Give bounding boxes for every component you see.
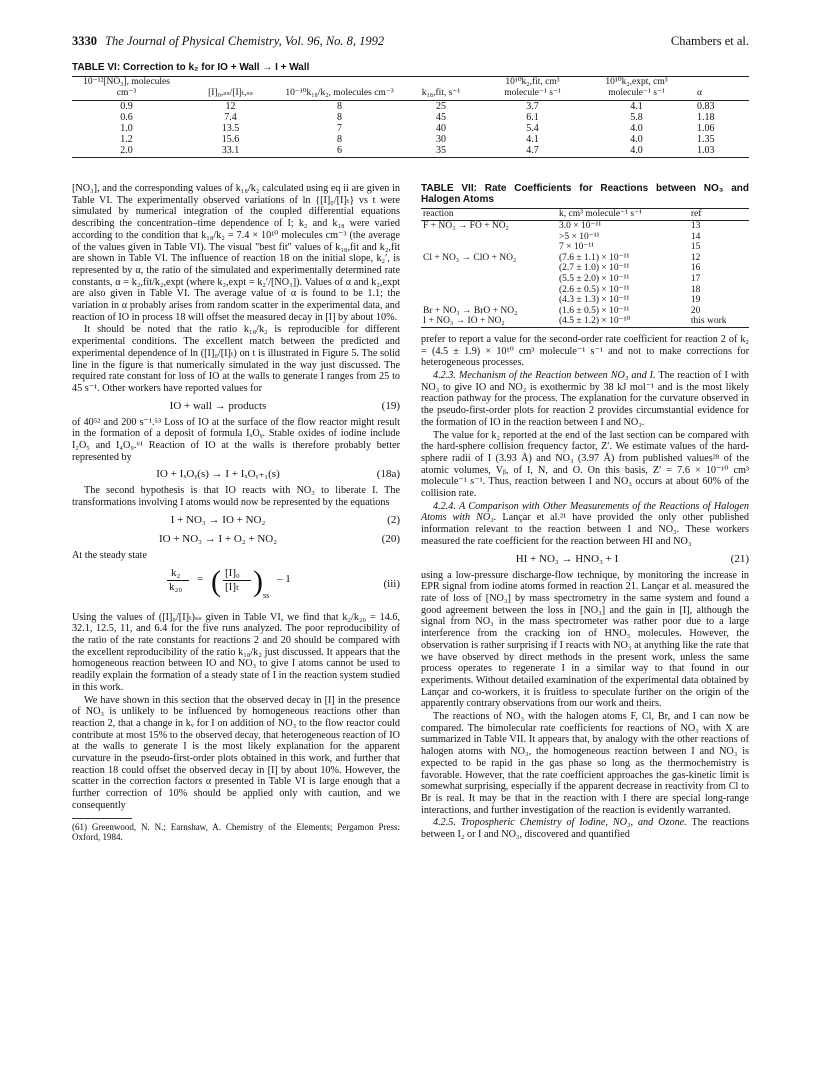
table-cell: 7.4 xyxy=(224,112,237,123)
table-cell: 1.06 xyxy=(697,123,715,134)
table-cell: >5 × 10⁻¹¹ xyxy=(559,231,600,242)
table-row xyxy=(421,232,749,243)
table-cell: 8 xyxy=(337,112,342,123)
section-text: The reactions between I₂ or I and NO₃, discovered and quantified xyxy=(421,817,749,841)
table-cell: 14 xyxy=(690,231,701,242)
table-row xyxy=(421,306,749,317)
paragraph: using a low-pressure discharge-flow technique, by monitoring the increase in EPR signal from iodine atoms formed in reaction 21. Lançar et al. measured the rate of loss of [NO₃] by mass spectrometry in the same system and found a good agreement between the loss in [NO₃] and the gain in [I], although the signal from NO₃ in the mass spectrometer was rather poor due to a large interference from the cracking ion of HNO₃ molecules. However, the observation is rather surprising if I reacts with NO₃ at anything like the rate that we have observed by direct methods in the present work, unless the same process operates to regenerate I in a similar way to that found in our experiments. Without detailed examination of the experimental data obtained by Lançar and co-workers, it is fruitless to speculate further on the origin of the apparently contrary observations from our work and theirs. xyxy=(421,569,749,710)
table-cell: 4.0 xyxy=(630,134,643,145)
table-cell: 3.7 xyxy=(526,101,539,112)
table-cell: 6 xyxy=(280,145,399,158)
table-cell: 35 xyxy=(399,145,483,158)
table-row xyxy=(421,295,749,306)
table-row xyxy=(72,145,749,158)
footnote: (61) Greenwood, N. N.; Earnshaw, A. Chemistry of the Elements; Pergamon Press: Oxford, 1984. xyxy=(72,821,400,843)
table-cell: Cl + NO₃ → ClO + NO₂ xyxy=(423,252,517,263)
equation-iii xyxy=(72,566,400,608)
paragraph: The second hypothesis is that IO reacts with NO₃ to liberate I. The transformations involving I atoms would now be represented by the equations xyxy=(72,485,400,509)
table-row xyxy=(72,101,749,113)
table6-col-header: 10¹⁰k₂,expt, cm³ molecule⁻¹ s⁻¹ xyxy=(582,77,691,101)
table6-col-header: 10¹⁰k₂,fit, cm³ molecule⁻¹ s⁻¹ xyxy=(483,77,582,101)
table-cell: 12 xyxy=(690,252,701,263)
table-cell: 7 × 10⁻¹¹ xyxy=(559,242,595,253)
equals-sign: = xyxy=(197,572,204,585)
table-cell: F + NO₃ → FO + NO₂ xyxy=(423,221,509,231)
table-cell: (1.6 ± 0.5) × 10⁻¹¹ xyxy=(559,305,630,316)
lhs-denominator: k₂₀ xyxy=(169,580,183,593)
table-row xyxy=(421,316,749,327)
footnote-rule xyxy=(72,818,132,819)
table-row xyxy=(421,285,749,296)
page-number: 3330 xyxy=(72,34,97,48)
table-cell xyxy=(421,285,557,296)
equation-number: (20) xyxy=(381,532,400,545)
table-cell: 40 xyxy=(436,123,446,134)
section-title: 4.2.3. Mechanism of the Reaction between NO₃ and I. xyxy=(433,370,656,382)
table-cell: 13.5 xyxy=(221,123,240,134)
table-cell: 33.1 xyxy=(181,145,280,158)
table-cell: I + NO₃ → IO + NO₂ xyxy=(421,316,557,327)
equation-21 xyxy=(421,551,749,567)
table7-header-row xyxy=(421,209,749,221)
table-cell: (2.6 ± 0.5) × 10⁻¹¹ xyxy=(559,284,630,295)
table-row xyxy=(72,134,749,145)
table-cell: 15 xyxy=(690,242,701,253)
table-cell: 18 xyxy=(690,284,701,295)
table6 xyxy=(72,76,749,158)
table-cell: 1.18 xyxy=(697,112,715,123)
paragraph: The reactions of NO₃ with the halogen atoms F, Cl, Br, and I can now be compared. The bimolecular rate coefficients for reactions of NO₃ with X are summarized in Table VII. It appears that, by analogy with the other reactions of halogen atoms with NO₃, the homogeneous reaction between I and NO₃ is expected to be rapid in the gas phase so long as the thermochemistry is favorable. However, that the rate coefficient approaches the gas-kinetic limit is somewhat surprising, especially if the apparent decrease in reactivity from Cl to Br is real. It may be that in the reaction with I there are special long-range interactions, and further investigation of the reaction is evidently warranted. xyxy=(421,711,749,816)
section-text: The reaction of I with NO₃ to give IO and NO₂ is exothermic by 38 kJ mol⁻¹ and is the most likely reaction pathway for the process. The explanation for the curvature observed in the pseudo-first-order plots for reaction 2 provides circumstantial evidence for the formation of IO in the reaction between I and NO₃. xyxy=(421,370,749,428)
table-cell: 0.6 xyxy=(120,112,133,123)
table-cell: 25 xyxy=(436,101,446,112)
table-cell: 15.6 xyxy=(221,134,240,145)
table-cell xyxy=(421,242,557,253)
table-cell: 16 xyxy=(690,263,701,274)
table-cell xyxy=(421,232,557,243)
table-row xyxy=(72,112,749,123)
table7-col-header: k, cm³ molecule⁻¹ s⁻¹ xyxy=(557,209,689,221)
equation-number: (iii) xyxy=(383,577,400,590)
table-cell: 5.8 xyxy=(630,112,643,123)
table7-caption: TABLE VII: Rate Coefficients for Reactions between NO₃ and Halogen Atoms xyxy=(421,183,749,205)
table6-header-row xyxy=(72,77,749,101)
rhs-denominator: [I]ₜ xyxy=(225,580,239,593)
table-cell: 2.0 xyxy=(72,145,181,158)
table-cell: 1.0 xyxy=(120,123,133,134)
section-title: 4.2.5. Tropospheric Chemistry of Iodine, NO₃, and Ozone. xyxy=(433,817,687,829)
table-row xyxy=(421,253,749,264)
table-cell: 4.0 xyxy=(582,145,691,158)
journal-citation: The Journal of Physical Chemistry, Vol. 96, No. 8, 1992 xyxy=(105,34,385,48)
open-paren: ( xyxy=(211,564,221,598)
table-cell: 4.0 xyxy=(630,123,643,134)
table-cell xyxy=(421,274,557,285)
equation-18a xyxy=(72,466,400,482)
table-cell: 6.1 xyxy=(526,112,539,123)
table-row xyxy=(421,263,749,274)
paragraph: We have shown in this section that the observed decay in [I] in the presence of NO₃ is unlikely to be influenced by homogeneous reactions other than reaction 2, that a change in kᵥ for I on addition of NO₃ to the flow reactor could contribute at most 15% to the observed decay, that heterogeneous reaction of IO at the walls to generate I is the most likely explanation for the apparent curvature in the pseudo-first-order plots obtained in this work, and further that reaction 18 could offset the observed decay in [I] by about 10%. However, the scatter in the correction factors α presented in Table VI is large enough that a further correction of 10% should be applied only with caution, and we consequently xyxy=(72,694,400,811)
table-cell: (4.5 ± 1.2) × 10⁻¹⁰ xyxy=(557,316,689,327)
table6-col-header: 10⁻¹²[NO₃], molecules cm⁻³ xyxy=(72,77,181,101)
table6-col-header: 10⁻¹⁰k₁₈/k₂, molecules cm⁻³ xyxy=(280,77,399,101)
table-cell: 4.1 xyxy=(630,101,643,112)
equation-body: IO + wall → products xyxy=(169,399,267,412)
equation-body: HI + NO₃ → HNO₃ + I xyxy=(515,552,619,565)
table-cell: (4.3 ± 1.3) × 10⁻¹¹ xyxy=(559,295,630,306)
paragraph: prefer to report a value for the second-order rate coefficient for reaction 2 of k₂ = (4.5 ± 1.9) × 10¹⁰ cm³ molecule⁻¹ s⁻¹ and not to make corrections for heterogeneous processes. xyxy=(421,333,749,369)
table-cell: 1.2 xyxy=(120,134,133,145)
table-cell: 1.03 xyxy=(691,145,749,158)
section-4-2-5 xyxy=(421,817,749,840)
subscript: ss xyxy=(263,590,270,600)
table-cell: 7 xyxy=(337,123,342,134)
rhs-numerator: [I]₀ xyxy=(225,566,240,579)
table-cell: (5.5 ± 2.0) × 10⁻¹¹ xyxy=(559,273,630,284)
paragraph: It should be noted that the ratio k₁₈/k₂ is reproducible for different experimental conditions. The excellent match between the predicted and experimental dependence of ln ([I]₀/[I]ₜ) on t is illustrated in Figure 5. The solid line in the figure is that numerically simulated in the way just discussed. The required rate constant for loss of IO at the walls to generate I ranges from 25 to 45 s⁻¹. Other workers have reported values for xyxy=(72,324,400,394)
table7-col-header: reaction xyxy=(421,209,557,221)
paragraph: The value for k₂ reported at the end of the last section can be compared with the hard-sphere collision frequency factor, Z′. We estimate values of the hard-sphere radii of I (3.93 Å) and NO₃ (3.97 Å) from published values²⁸ of the atomic volumes, Vᵦ, of I, N, and O. On this basis, Z′ = 7.6 × 10⁻¹⁰ cm³ molecule⁻¹ s⁻¹. Thus, reaction between I and NO₃ occurs at about 60% of the collision rate. xyxy=(421,429,749,500)
paragraph: [NO₃], and the corresponding values of k₁₈/k₂ calculated using eq ii are given in Table VI. The experimentally observed variations of ln {[I]₀/[I]ₜ} vs t were simulated by numerical integration of the coupled differential equations describing the concentration–time dependence of I; k₂ and k₁₈ were varied according to the condition that k₁₈/k₂ = 7.4 × 10¹⁰ molecules cm⁻³ (the average of the values given in Table VI). The visual "best fit" values of k₁₈,fit and k₂,fit are shown in Table VI. The influence of reaction 18 on the initial slope, k₂′, is represented by α, the ratio of the simulated and experimentally determined rate constants, α = k₂,fit/k₂,expt (where k₂,expt = k₂′/[NO₃]). Values of α and k₂,expt are also given in Table VI. The average value of α is found to be 1.1; the variation in α probably arises from random scatter in the experimental data, and reaction of IO in process 18 will offset the measured decay in [I] by about 10%. xyxy=(72,183,400,323)
table-cell: 8 xyxy=(337,101,342,112)
table-cell: 19 xyxy=(690,295,701,306)
equation-19 xyxy=(72,398,400,414)
table-cell: 45 xyxy=(436,112,446,123)
table-cell: 8 xyxy=(337,134,342,145)
table-cell: 20 xyxy=(690,305,701,316)
table-cell: 12 xyxy=(225,101,236,112)
section-4-2-4 xyxy=(421,501,749,548)
table-row xyxy=(72,123,749,134)
equation-body: IO + NO₃ → I + O₂ + NO₂ xyxy=(158,532,278,545)
table-cell: 17 xyxy=(690,273,701,284)
table6-caption: TABLE VI: Correction to k₂ for IO + Wall → I + Wall xyxy=(72,62,310,73)
equation-number: (19) xyxy=(381,399,400,412)
table-row xyxy=(421,274,749,285)
table-cell: 4.7 xyxy=(483,145,582,158)
table-row xyxy=(421,221,749,232)
table-cell: 4.1 xyxy=(526,134,539,145)
left-column xyxy=(72,183,400,843)
table6-col-header: [I]₀,ₛₛ/[I]ₜ,ₛₛ xyxy=(181,77,280,101)
equation-body: IO + IₓOᵧ(s) → I + IₓOᵧ₊₁(s) xyxy=(156,468,280,481)
right-column xyxy=(421,183,749,842)
table-cell: Br + NO₃ → BrO + NO₂ xyxy=(423,305,518,316)
table-cell: 0.9 xyxy=(120,101,133,112)
section-4-2-3 xyxy=(421,370,749,429)
paragraph: of 40⁵² and 200 s⁻¹.⁵³ Loss of IO at the surface of the flow reactor might result in the formation of a deposit of formula IₓOᵧ. Stable oxides of iodine include I₂O₅ and I₄O₉.⁶¹ Reaction of IO at the walls is therefore probably better represented by xyxy=(72,416,400,463)
table6-col-header: α xyxy=(691,77,749,101)
table-cell: (2.7 ± 1.0) × 10⁻¹¹ xyxy=(559,263,630,274)
header-left xyxy=(72,34,384,49)
table-cell: 1.35 xyxy=(697,134,715,145)
close-paren: ) xyxy=(253,564,263,598)
section-text: Lançar et al.²¹ have provided the only other published information relevant to the reaction between I and NO₃. These workers measured the rate coefficient for the reaction between HI and NO₃ xyxy=(421,512,749,547)
table-cell: 0.83 xyxy=(697,101,715,112)
table7-col-header: ref xyxy=(689,209,749,221)
table-cell xyxy=(421,295,557,306)
equation-number: (2) xyxy=(387,513,400,526)
lhs-numerator: k₂ xyxy=(171,566,181,579)
table6-col-header: k₁₈,fit, s⁻¹ xyxy=(399,77,483,101)
table-cell: 3.0 × 10⁻¹¹ xyxy=(559,221,602,231)
equation-number: (21) xyxy=(730,552,749,565)
equation-body: I + NO₃ → IO + NO₂ xyxy=(170,513,266,526)
table-cell: 30 xyxy=(436,134,446,145)
table-cell: 5.4 xyxy=(526,123,539,134)
table-cell: (7.6 ± 1.1) × 10⁻¹¹ xyxy=(559,252,630,263)
paragraph: Using the values of ([I]₀/[I]ₜ)ₛₛ given in Table VI, we find that k₂/k₂₀ = 14.6, 32.1, 12.5, 11, and 6.4 for the five runs analyzed. The poor reproducibility of the ratio of the rate constants for reactions 2 and 20 should be compared with the excellent reproducibility of the ratio k₁₈/k₂ just discussed. It appears that the homogeneous reaction between IO and NO₃ to give I atoms cannot be used to readily explain the formation of a steady state of I in the reaction system studied in this work. xyxy=(72,611,400,693)
table7 xyxy=(421,208,749,328)
equation-20 xyxy=(72,531,400,547)
table-row xyxy=(421,242,749,253)
equation-number: (18a) xyxy=(376,468,400,481)
table-cell xyxy=(421,263,557,274)
section-title: 4.2.4. A Comparison with Other Measurements of the Reactions of Halogen Atoms with NO₃. xyxy=(421,500,749,524)
table-cell: 13 xyxy=(690,221,701,231)
paragraph: At the steady state xyxy=(72,549,147,561)
equation-2 xyxy=(72,512,400,528)
minus-one: – 1 xyxy=(277,572,291,585)
header-authors: Chambers et al. xyxy=(670,34,749,48)
table-cell: this work xyxy=(689,316,749,327)
